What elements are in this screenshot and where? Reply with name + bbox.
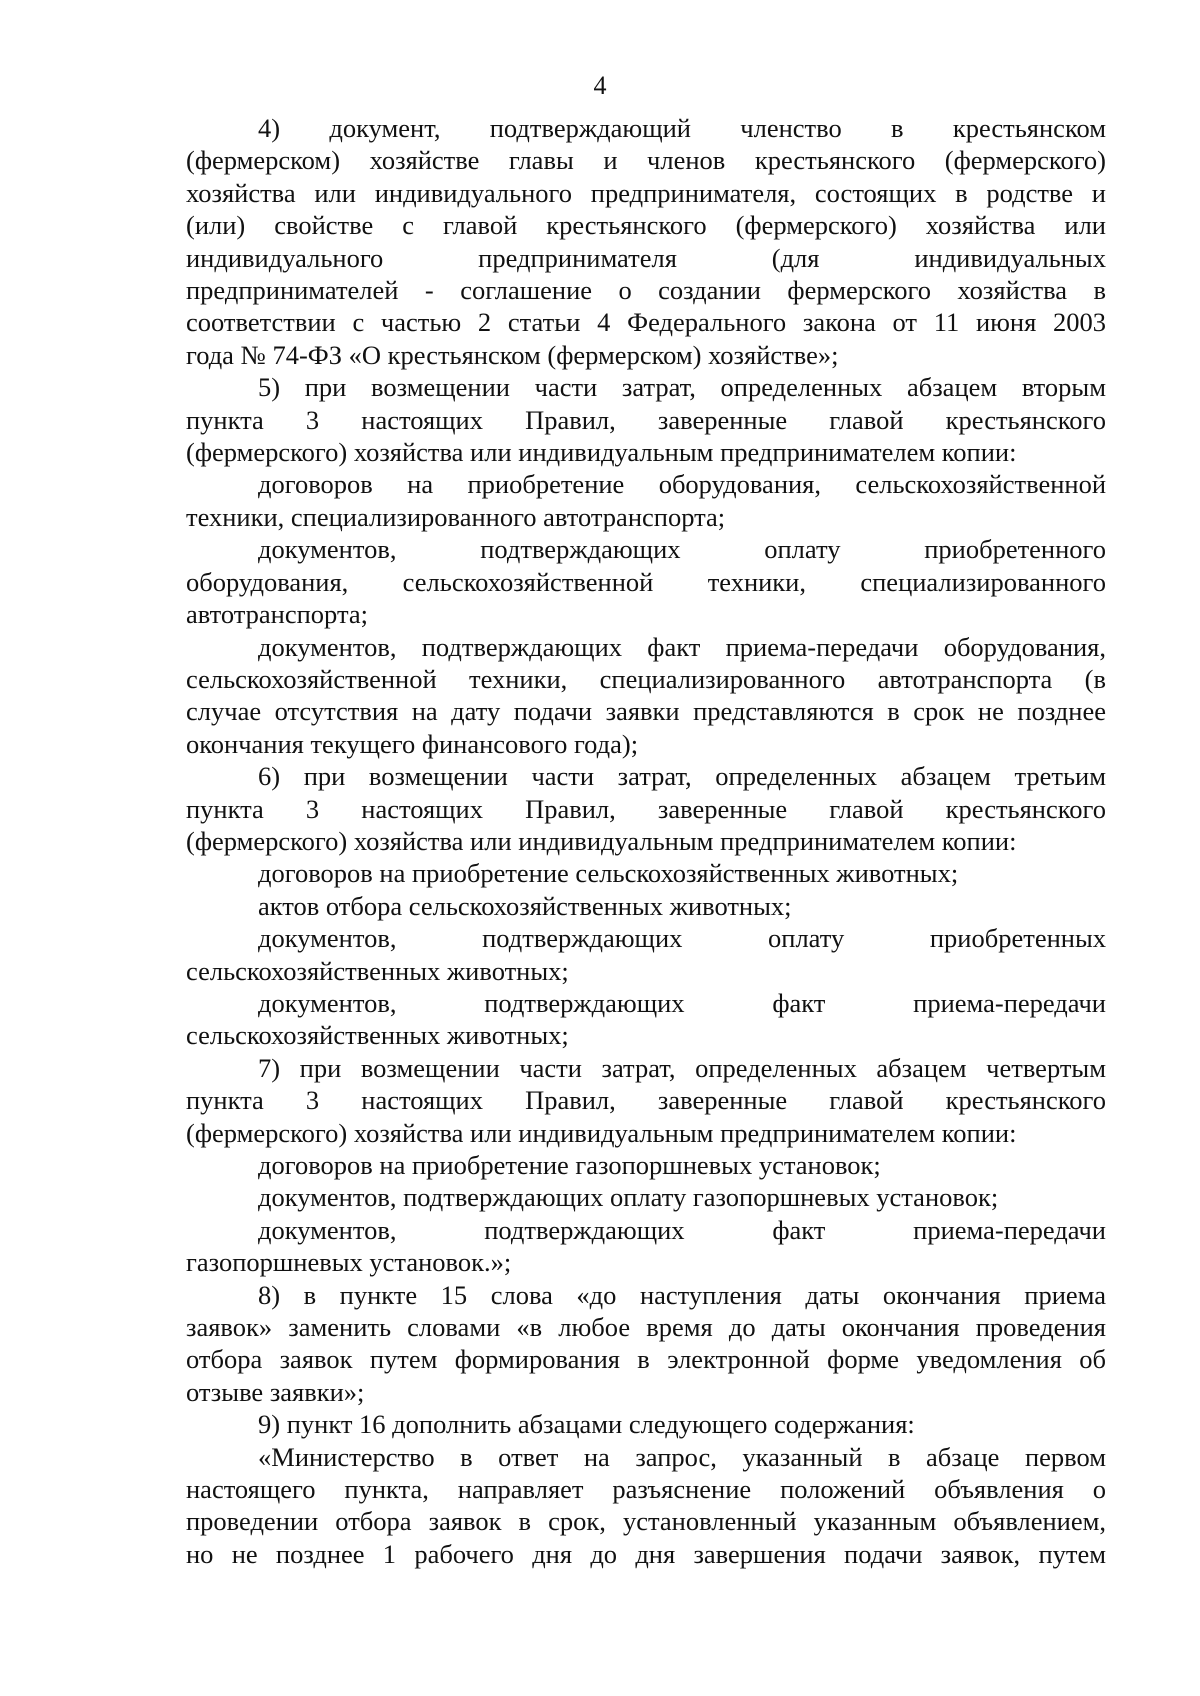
text-line: договоров на приобретение сельскохозяйственных животных; [258, 858, 959, 889]
text-line: техники, специализированного автотранспорта; [186, 501, 726, 532]
text-line: окончания текущего финансового года); [186, 728, 639, 759]
text-line: газопоршневых установок.»; [186, 1247, 512, 1278]
text-line: (фермерского) хозяйства или индивидуальным предпринимателем копии: [186, 437, 1017, 468]
text-line: документов, подтверждающих оплату приобретенных [258, 923, 1106, 954]
text-line: «Министерство в ответ на запрос, указанный в абзаце первом [258, 1441, 1106, 1472]
document-body [186, 112, 1106, 1570]
text-line: соответствии с частью 2 статьи 4 Федерального закона от 11 июня 2003 [186, 307, 1106, 338]
text-line: документов, подтверждающих оплату газопоршневых установок; [258, 1182, 999, 1213]
text-line: заявок» заменить словами «в любое время до даты окончания проведения [186, 1312, 1106, 1343]
text-line: 4) документ, подтверждающий членство в крестьянском [258, 113, 1106, 143]
text-line: оборудования, сельскохозяйственной техники, специализированного [186, 566, 1106, 597]
text-line: документов, подтверждающих оплату приобретенного [258, 534, 1106, 565]
text-line: актов отбора сельскохозяйственных животных; [258, 890, 792, 921]
text-line: пункта 3 настоящих Правил, заверенные главой крестьянского [186, 1085, 1106, 1116]
text-line: документов, подтверждающих факт приема-передачи [258, 1214, 1106, 1245]
text-line: 8) в пункте 15 слова «до наступления даты окончания приема [258, 1279, 1106, 1310]
text-line: документов, подтверждающих факт приема-передачи оборудования, [258, 631, 1106, 662]
text-line: (или) свойстве с главой крестьянского (фермерского) хозяйства или [186, 210, 1106, 241]
text-line: отзыве заявки»; [186, 1376, 365, 1407]
text-line: 6) при возмещении части затрат, определенных абзацем третьим [258, 761, 1106, 792]
text-line: договоров на приобретение газопоршневых установок; [258, 1150, 881, 1180]
text-line: (фермерского) хозяйства или индивидуальным предпринимателем копии: [186, 1117, 1017, 1148]
text-line: документов, подтверждающих факт приема-передачи [258, 987, 1106, 1018]
text-line: 5) при возмещении части затрат, определенных абзацем вторым [258, 372, 1106, 403]
text-line: пункта 3 настоящих Правил, заверенные главой крестьянского [186, 404, 1106, 435]
text-line: но не позднее 1 рабочего дня до дня завершения подачи заявок, путем [186, 1538, 1106, 1569]
text-line: (фермерском) хозяйстве главы и членов крестьянского (фермерского) [186, 145, 1106, 176]
text-line: случае отсутствия на дату подачи заявки представляются в срок не позднее [186, 696, 1106, 727]
text-line: договоров на приобретение оборудования, сельскохозяйственной [258, 469, 1106, 500]
text-line: настоящего пункта, направляет разъяснение положений объявления о [186, 1474, 1106, 1505]
text-line: 7) при возмещении части затрат, определенных абзацем четвертым [258, 1052, 1106, 1083]
text-line: (фермерского) хозяйства или индивидуальным предпринимателем копии: [186, 825, 1017, 856]
text-line: предпринимателей - соглашение о создании фермерского хозяйства в [186, 275, 1106, 306]
text-line: пункта 3 настоящих Правил, заверенные главой крестьянского [186, 793, 1106, 824]
text-line: индивидуального предпринимателя (для индивидуальных [186, 242, 1106, 273]
text-line: 9) пункт 16 дополнить абзацами следующего содержания: [258, 1409, 915, 1440]
text-line: хозяйства или индивидуального предпринимателя, состоящих в родстве и [186, 177, 1106, 208]
text-line: года № 74-ФЗ «О крестьянском (фермерском) хозяйстве»; [186, 339, 839, 370]
text-line: проведении отбора заявок в срок, установленный указанным объявлением, [186, 1506, 1106, 1537]
text-line: автотранспорта; [186, 599, 368, 630]
page-number: 4 [593, 71, 607, 100]
text-line: отбора заявок путем формирования в электронной форме уведомления об [186, 1344, 1106, 1375]
text-line: сельскохозяйственных животных; [186, 955, 569, 986]
text-line: сельскохозяйственных животных; [186, 1020, 569, 1051]
text-line: сельскохозяйственной техники, специализированного автотранспорта (в [186, 663, 1106, 694]
